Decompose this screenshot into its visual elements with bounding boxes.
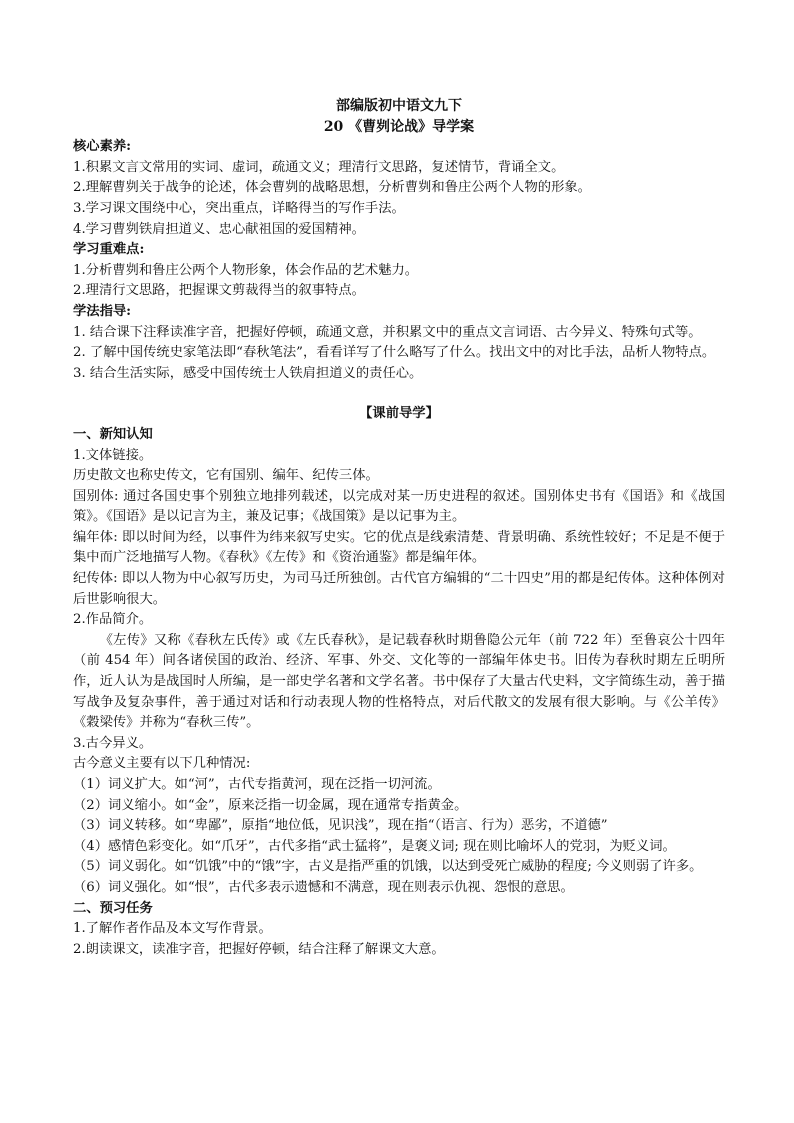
- case-item: （6）词义强化。如“恨”，古代多表示遗憾和不满意，现在则表示仇视、怨恨的意思。: [73, 879, 574, 895]
- case-item: （1）词义扩大。如“河”，古代专指黄河，现在泛指一切河流。: [73, 777, 441, 792]
- core-item: 4.学习曹刿铁肩担道义、忠心献祖国的爱国精神。: [73, 221, 365, 237]
- key-item: 2.理清行文思路，把握课文剪裁得当的叙事特点。: [73, 283, 365, 299]
- preclass-heading: 【课前导学】: [359, 406, 439, 422]
- paragraph: 国别体: 通过各国史事个别独立地排列载述，以完成对某一历史进程的叙述。国别体史书有《国语》和《战国策》。《国语》是以记言为主，兼及记事；《战国策》是以记事为主。: [73, 488, 725, 525]
- case-item: （3）词义转移。如“卑鄙”，原指“地位低，见识浅”，现在指“（语言、行为）恶劣，不道德”: [73, 818, 608, 834]
- method-item: 1. 结合课下注释读准字音，把握好停顿，疏通文意，并积累文中的重点文言词语、古今异义、特殊句式等。: [73, 324, 702, 340]
- core-item: 3.学习课文围绕中心，突出重点，详略得当的写作手法。: [73, 200, 405, 216]
- section-heading-1: 一、新知认知: [73, 426, 153, 442]
- sub-heading: 2.作品简介。: [73, 612, 153, 628]
- doc-subtitle: 20 《曹刿论战》导学案: [323, 118, 475, 135]
- core-item: 1.积累文言文常用的实词、虚词，疏通文义；理清行文思路，复述情节，背诵全文。: [73, 159, 565, 175]
- document-page: [73, 96, 725, 960]
- core-item: 2.理解曹刿关于战争的论述，体会曹刿的战略思想，分析曹刿和鲁庄公两个人物的形象。: [73, 180, 591, 196]
- section-heading-2: 二、预习任务: [73, 900, 153, 916]
- key-item: 1.分析曹刿和鲁庄公两个人物形象，体会作品的艺术魅力。: [73, 262, 419, 278]
- case-item: （2）词义缩小。如“金”，原来泛指一切金属，现在通常专指黄金。: [73, 797, 468, 813]
- paragraph: 古今意义主要有以下几种情况:: [73, 756, 251, 772]
- doc-title: 部编版初中语文九下: [336, 98, 462, 114]
- paragraph: 历史散文也称史传文，它有国别、编年、纪传三体。: [73, 468, 379, 484]
- sub-heading: 3.古今异义。: [73, 735, 153, 751]
- method-heading: 学法指导:: [73, 303, 132, 319]
- case-item: （4）感情色彩变化。如“爪牙”，古代多指“武士猛将”，是褒义词; 现在则比喻坏人的党羽，为贬义词。: [73, 838, 676, 854]
- sub-heading: 1.文体链接。: [73, 447, 153, 463]
- core-heading: 核心素养:: [73, 139, 132, 155]
- paragraph: 纪传体: 即以人物为中心叙写历史，为司马迁所独创。古代官方编辑的“二十四史”用的都是纪传体。这种体例对后世影响很大。: [73, 571, 725, 607]
- key-heading: 学习重难点:: [73, 242, 145, 258]
- task-item: 1.了解作者作品及本文写作背景。: [73, 921, 272, 937]
- paragraph: 编年体: 即以时间为经，以事件为纬来叙写史实。它的优点是线索清楚、背景明确、系统性较好；不足是不便于集中而广泛地描写人物。《春秋》《左传》和《资治通鉴》都是编年体。: [73, 529, 725, 566]
- spacer: [73, 384, 725, 404]
- method-item: 3. 结合生活实际，感受中国传统士人铁肩担道义的责任心。: [73, 365, 423, 381]
- paragraph: 《左传》又称《春秋左氏传》或《左氏春秋》，是记载春秋时期鲁隐公元年（前 722 年）至鲁哀公十四年（前 454 年）间各诸侯国的政治、经济、军事、外交、文化等的一部编年体史书。旧传为春秋时期左丘明所作，近人认为是战国时人所编，是一部史学名著和文学名著。书中保存了大量古代史料，文字简练生动，善于描写战争及复杂事件，善于通过对话和行动表现人物的性格特点，对后代散文的发展有很大影响。与《公羊传》《穀梁传》并称为“春秋三传”。: [73, 632, 725, 731]
- task-item: 2.朗读课文，读准字音，把握好停顿，结合注释了解课文大意。: [73, 941, 445, 957]
- method-item: 2. 了解中国传统史家笔法即“春秋笔法”，看看详写了什么略写了什么。找出文中的对比手法，品析人物特点。: [73, 345, 716, 361]
- case-item: （5）词义弱化。如“饥饿”中的“饿”字，古义是指严重的饥饿，以达到受死亡威胁的程度; 今义则弱了许多。: [73, 859, 703, 875]
